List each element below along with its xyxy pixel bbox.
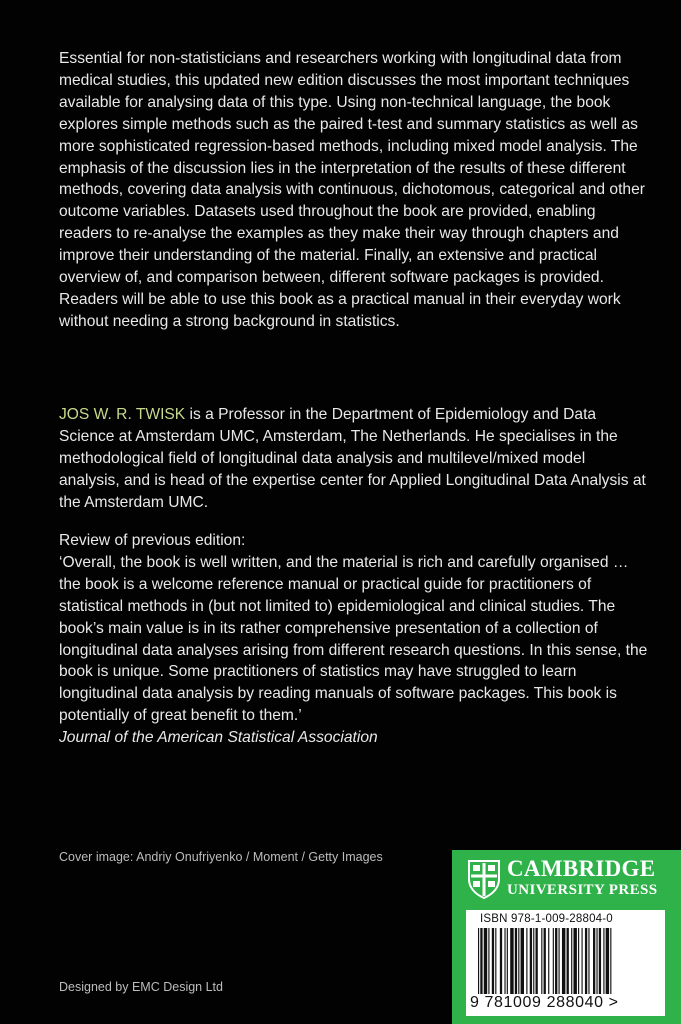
review-heading: Review of previous edition: (59, 532, 246, 549)
barcode-bar (599, 928, 601, 994)
barcode-bar (603, 928, 604, 994)
book-blurb: Essential for non-statisticians and researchers working with longitudinal data from medical studies, this updated new edition discusses the most important techniques available for analysing data of this type. Using non-technical language, the book explores simple methods such as the paired t-test and summary statistics as well as more sophisticated regression-based methods, including mixed model analysis. The emphasis of the discussion lies in the interpretation of the results of these different methods, covering data analysis with continuous, dichotomous, categorical and other outcome variables. Datasets used throughout the book are provided, enabling readers to re-analyse the examples as they make their way through chapters and improve their understanding of the material. Finally, an extensive and practical overview of, and comparison between, different software packages is provided. Readers will be able to use this book as a practical manual in their everyday work without needing a strong background in statistics. (59, 50, 645, 330)
barcode-bar (484, 928, 487, 994)
designer-credit: Designed by EMC Design Ltd (59, 980, 223, 994)
author-bio-text: is a Professor in the Department of Epidemiology and Data Science at Amsterdam UMC, Amsterdam, The Netherlands. He specialises in the methodological field of longitudinal data analysis and multilevel/mixed model analysis, and is head of the expertise center for Applied Longitudinal Data Analysis at the Amsterdam UMC. (59, 406, 646, 511)
cambridge-crest-icon (467, 859, 501, 899)
cover-image-credit: Cover image: Andriy Onufriyenko / Moment / Getty Images (59, 850, 383, 864)
review-source: Journal of the American Statistical Association (59, 729, 378, 747)
barcode-bar (610, 928, 611, 994)
barcode-bar (533, 928, 534, 994)
barcode (466, 910, 665, 1016)
barcode-bar (544, 928, 546, 994)
review-section (59, 530, 649, 749)
barcode-bar (495, 928, 496, 994)
barcode-bar (588, 928, 589, 994)
barcode-bar (567, 928, 569, 994)
review-quote: ‘Overall, the book is well written, and the material is rich and carefully organised … the book is a welcome reference manual or practical guide for practitioners of statistical methods in (but not limited to) epidemiological and clinical studies. The book’s main value is in its rather comprehensive presentation of a collection of longitudinal data analyses arising from different research questions. In this sense, the book is unique. Some practitioners of statistics may have struggled to learn longitudinal data analysis by reading manuals of software packages. This book is potentially of great benefit to them.’ (59, 553, 648, 725)
barcode-bar (507, 928, 508, 994)
barcode-bar (573, 928, 576, 994)
barcode-bar (515, 928, 517, 994)
barcode-bar (553, 928, 554, 994)
barcode-bar (488, 928, 489, 994)
barcode-bar (530, 928, 532, 994)
barcode-bar (578, 928, 579, 994)
barcode-bar (582, 928, 583, 994)
author-bio (59, 404, 649, 514)
barcode-bar (480, 928, 482, 994)
barcode-bar (548, 928, 549, 994)
barcode-bar (596, 928, 597, 994)
barcode-bar (559, 928, 560, 994)
barcode-bar (504, 928, 505, 994)
publisher-panel (452, 850, 681, 1024)
barcode-bar (562, 928, 565, 994)
barcode-bar (541, 928, 542, 994)
barcode-bar (492, 928, 494, 994)
barcode-bar (555, 928, 557, 994)
barcode-bar (500, 928, 502, 994)
barcode-bar (585, 928, 587, 994)
publisher-name: CAMBRIDGE (507, 856, 656, 881)
isbn-label: ISBN 978-1-009-28804-0 (480, 913, 613, 925)
author-name: JOS W. R. TWISK (59, 406, 186, 423)
publisher-subtitle: UNIVERSITY PRESS (507, 882, 658, 898)
barcode-bar (518, 928, 519, 994)
barcode-bar (526, 928, 527, 994)
barcode-bar (521, 928, 524, 994)
barcode-bar (571, 928, 572, 994)
barcode-bar (478, 928, 479, 994)
barcode-digits: 9 781009 288040 > (470, 994, 619, 1011)
barcode-bar (593, 928, 595, 994)
barcode-bar (510, 928, 513, 994)
barcode-bars (478, 928, 653, 994)
barcode-bar (606, 928, 609, 994)
barcode-bar (536, 928, 538, 994)
